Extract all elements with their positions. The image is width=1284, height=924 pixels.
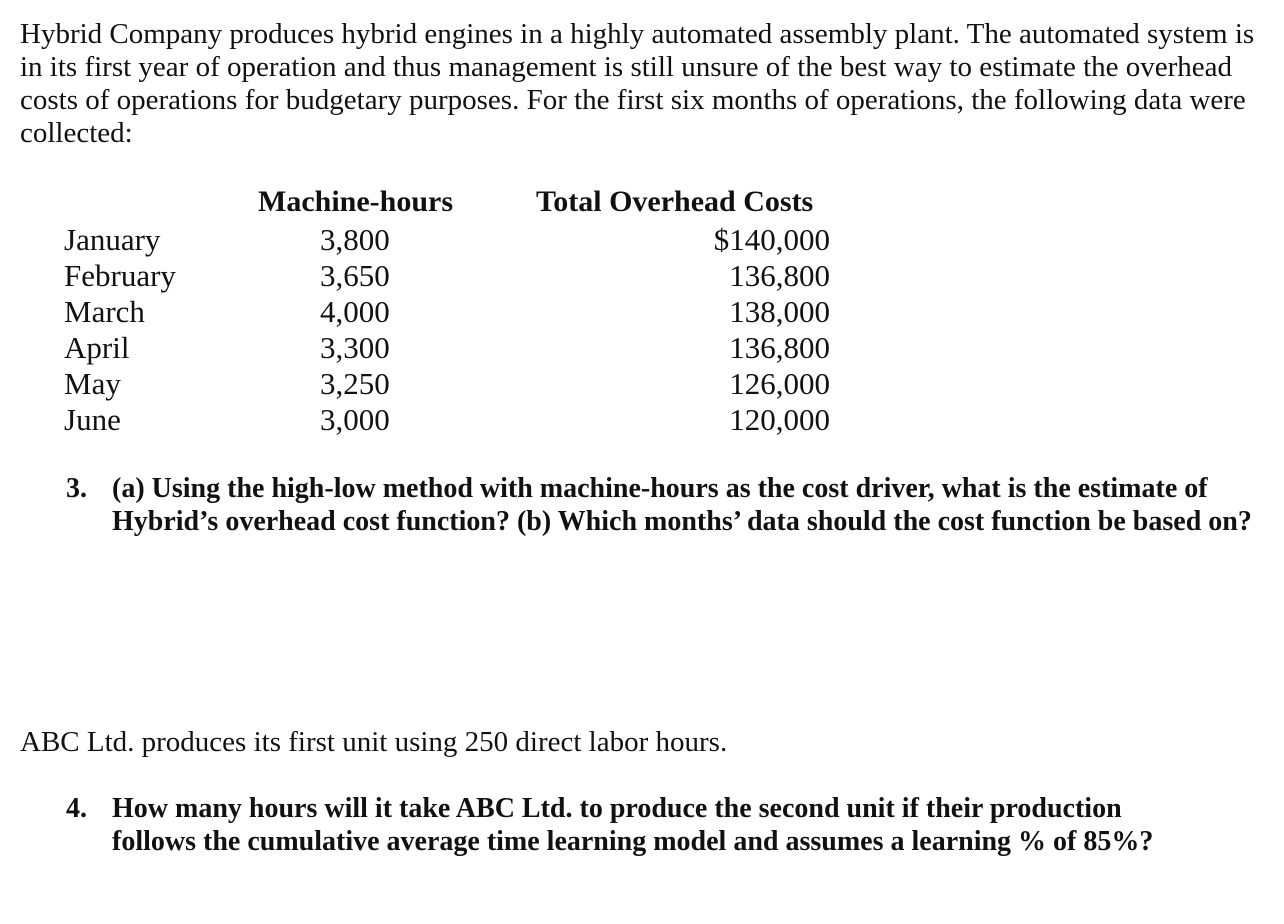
overhead-cost-cell: 138,000 (729, 294, 830, 329)
overhead-cost-cell: 136,800 (729, 330, 830, 365)
question-3 (66, 472, 1256, 582)
question-4-number: 4. (66, 793, 87, 824)
question-3-text: (a) Using the high-low method with machine-hours as the cost driver, what is the estimate of Hybrid’s overhead cost function? (b) Which months’ data should the cost function be based on? (112, 473, 1252, 537)
month-cell: May (64, 366, 121, 401)
question-4 (66, 792, 1256, 872)
question-4-text: How many hours will it take ABC Ltd. to produce the second unit if their production follows the cumulative average time learning model and assumes a learning % of 85%? (112, 793, 1154, 857)
overhead-cost-cell: $140,000 (713, 222, 830, 257)
header-machine-hours-label: Machine-hours (258, 185, 453, 218)
machine-hours-cell: 3,800 (320, 222, 390, 257)
overhead-data-table (64, 184, 964, 438)
machine-hours-cell: 3,000 (320, 402, 390, 437)
table-row (64, 330, 964, 366)
machine-hours-cell: 3,300 (320, 330, 390, 365)
machine-hours-cell: 4,000 (320, 294, 390, 329)
month-cell: March (64, 294, 145, 329)
table-header-row (64, 184, 964, 222)
question-3-number: 3. (66, 473, 87, 504)
header-total-overhead (530, 184, 964, 222)
machine-hours-cell: 3,250 (320, 366, 390, 401)
table-row (64, 366, 964, 402)
header-month (64, 184, 258, 222)
month-cell: January (64, 222, 161, 257)
header-total-overhead-label: Total Overhead Costs (536, 185, 814, 218)
abc-statement: ABC Ltd. produces its first unit using 250 direct labor hours. (20, 726, 728, 758)
month-cell: June (64, 402, 121, 437)
overhead-cost-cell: 136,800 (729, 258, 830, 293)
table-row (64, 294, 964, 330)
overhead-cost-cell: 126,000 (729, 366, 830, 401)
machine-hours-cell: 3,650 (320, 258, 390, 293)
month-cell: February (64, 258, 176, 293)
table-row (64, 222, 964, 258)
header-machine-hours (258, 184, 530, 222)
table-row (64, 402, 964, 438)
overhead-cost-cell: 120,000 (729, 402, 830, 437)
month-cell: April (64, 330, 130, 365)
intro-paragraph: Hybrid Company produces hybrid engines in a highly automated assembly plant. The automated system is in its first year of operation and thus management is still unsure of the best way to estimate the overhead costs of operations for budgetary purposes. For the first six months of operations, the following data were collected: (20, 18, 1255, 149)
table-row (64, 258, 964, 294)
